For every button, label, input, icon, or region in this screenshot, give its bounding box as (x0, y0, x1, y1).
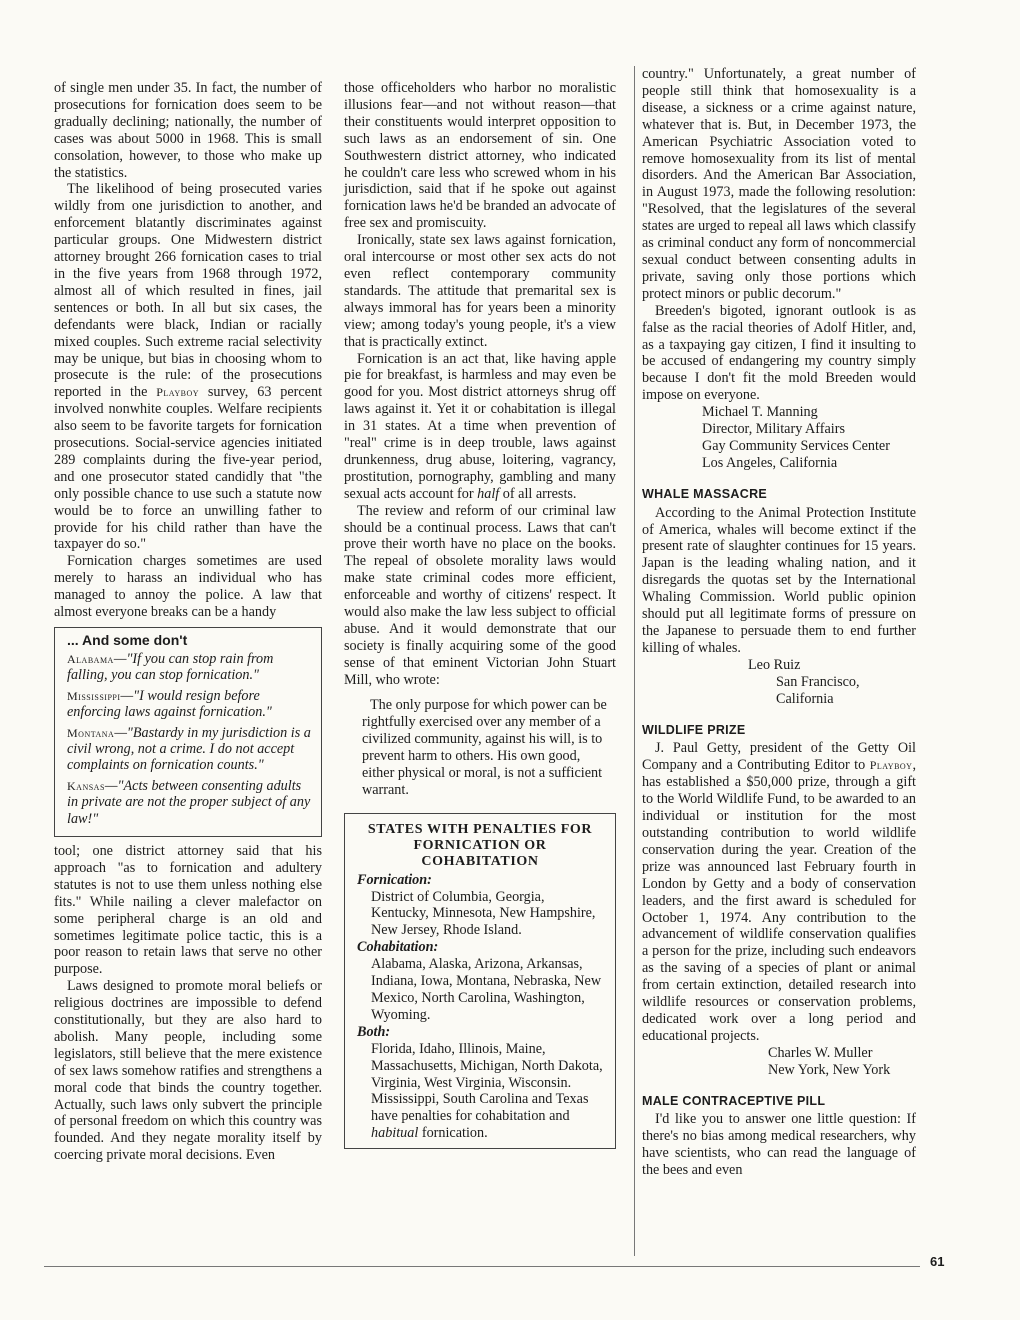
paragraph: country." Unfortunately, a great number of people still think that homosexuality is a disease, a sickness or a crime against nature, whatever that is. But, in December 1973, the American Psychiatric Association voted to remove homosexuality from its list of mental disorders. And the American Bar Association, in August 1973, made the following resolution: "Resolved, that the legislatures of the several states are urged to repeal all laws which classify as criminal conduct any form of noncommercial sexual conduct between consenting adults in private, saving only those portions which protect minors or public decorum." (642, 66, 916, 302)
text-run: of all arrests. (502, 485, 577, 502)
quote-text: —"Acts between consenting adults in private are not the proper subject of any law!" (67, 777, 311, 827)
list-subheading: Cohabitation: (357, 939, 439, 956)
text-run: fornication. (421, 1125, 488, 1142)
text-run: Fornication is an act that, like having apple pie for breakfast, is harmless and may even be good for you. Most district attorneys shrug off laws against it. Yet it or cohabitation is illegal in 31 states. At a time when prevention of "real" crime is in deep trouble, laws against drunkenness, drug abuse, loitering, vagrancy, prostitution, pornography, gambling and many sexual acts account for (344, 350, 616, 502)
signature-line: Los Angeles, California (702, 454, 838, 471)
text-run: , has established a $50,000 prize, through a gift to the World Wildlife Fund, to be awarded to an individual or institution for the most outstanding contribution to world wildlife conservation during the year. Creation of the prize was announced last February fourth in London by Getty and a body of conservation leaders, and the first award is scheduled for October 1, 1974. Any contribution to the advancement of wildlife conservation qualifies a person for the prize, including such endeavors as the saving of a species of plant or animal from certain extinction, detailed research into wildlife resources or conservation problems, dedicated work over a long period and educational projects. (642, 757, 917, 1044)
sidebar-quote (67, 651, 313, 684)
state-name: Kansas (67, 778, 105, 793)
article-column-1 (54, 80, 322, 1164)
paragraph: those officeholders who harbor no moralistic illusions fear—and not without reason—that their constituents would interpret opposition to such laws as an endorsement of sin. One Southwestern district attorney, who indicated he couldn't care less who screwed whom in his jurisdiction, said that if he spoke out against fornication laws he'd be branded an advocate of free sex and promiscuity. (344, 80, 616, 232)
paragraph: Fornication charges sometimes are used merely to harass an individual who has managed to annoy the police. A law that almost everyone breaks can be a handy (54, 553, 322, 621)
list-subheading: Both: (357, 1023, 391, 1040)
paragraph (344, 351, 616, 503)
paragraph: Ironically, state sex laws against fornication, oral intercourse or most other sex acts do not even reflect contemporary community standards. The attitude that premarital sex is always immoral has for years been a minority view; among today's young people, it's a view that is practically extinct. (344, 232, 616, 350)
quote-text: —"If you can stop rain from falling, you can stop fornication." (67, 650, 274, 684)
letters-column (642, 66, 916, 1179)
text-run: The likelihood of being prosecuted varies wildly from one jurisdiction to another, and enforcement blatantly discriminates against particular groups. One Midwestern district attorney brought 266 fornication cases to trial in the five years from 1968 through 1972, almost all of which resulted in fines, jail sentences or both. In all but six cases, the defendants were black, Indian or racially mixed couples. Such extreme racial selectivity may be unique, but bias in choosing whom to prosecute is the rule: of the prosecutions reported in the (54, 181, 322, 401)
signature-place: New York, New York (768, 1061, 891, 1078)
playboy-name: Playboy (869, 758, 913, 773)
playboy-name: Playboy (156, 385, 200, 400)
text-run: Florida, Idaho, Illinois, Maine, Massachusetts, Michigan, North Dakota, Virginia, West Virginia, Wisconsin. Mississippi, South Carolina and Texas have penalties for cohabitation and (371, 1040, 603, 1125)
section-heading-whale-massacre: WHALE MASSACRE (642, 486, 768, 501)
quote-text: —"Bastardy in my jurisdiction is a civil wrong, not a crime. I do not accept complaints on fornication counts." (67, 724, 311, 774)
paragraph: I'd like you to answer one little question: If there's no bias among medical researchers, why have scientists, who can read the language of the bees and even (642, 1111, 916, 1179)
block-quote-mill (362, 697, 616, 799)
signature-line: Gay Community Services Center (702, 437, 890, 454)
quote-text: —"I would resign before enforcing laws against fornication." (67, 687, 272, 721)
page-number: 61 (930, 1254, 945, 1269)
state-list (371, 1041, 603, 1142)
state-name: Montana (67, 725, 115, 740)
sidebar-quote (67, 688, 313, 721)
state-list: Alabama, Alaska, Arizona, Arkansas, Indiana, Iowa, Montana, Nebraska, New Mexico, North Carolina, Washington, Wyoming. (371, 956, 602, 1023)
signature-name: Charles W. Muller (768, 1044, 873, 1061)
paragraph: The review and reform of our criminal law should be a continual process. Laws that can't prove their worth have no place on the books. The repeal of obsolete morality laws would make state criminal codes more efficient, enforceable and worthy of citizens' respect. It would also make the law less subject to official abuse. And it would demonstrate that our society is finally acquiring some of the good sense of that eminent Victorian John Stuart Mill, who wrote: (344, 502, 616, 688)
sidebar-quote (67, 725, 313, 774)
quote-paragraph: The only purpose for which power can be rightfully exercised over any member of a civilized community, against his will, is to prevent harm to others. His own good, either physical or moral, is not a sufficient warrant. (362, 696, 607, 798)
paragraph: Laws designed to promote moral beliefs or religious doctrines are impossible to defend constitutionally, but they are also hard to abolish. Many people, including some legislators, still believe that the mere existence of sex laws somehow ratifies and strengthens a moral code that binds the country together. Actually, such laws only subvert the principle of personal freedom on which this country was founded. And they negate morality itself by coercing private moral decisions. Even (54, 978, 322, 1164)
state-name: Alabama (67, 651, 114, 666)
signature-line: Director, Military Affairs (702, 421, 845, 438)
paragraph: of single men under 35. In fact, the number of prosecutions for fornication does seem to be gradually declining; nationally, the number of cases was about 5000 in 1968. This is small consolation, however, to those who make up the statistics. (54, 80, 322, 181)
paragraph (54, 181, 322, 553)
paragraph (642, 740, 916, 1044)
sidebar-title: STATES WITH PENALTIES FOR FORNICATION OR COHABITATION (367, 821, 593, 869)
article-column-2 (344, 80, 616, 1149)
state-name: Mississippi (67, 688, 121, 703)
section-heading-wildlife-prize: WILDLIFE PRIZE (642, 722, 746, 737)
state-list: District of Columbia, Georgia, Kentucky, Minnesota, New Hampshire, New Jersey, Rhode Island. (371, 888, 596, 939)
paragraph: tool; one district attorney said that his approach "as to fornication and adultery statutes is not to use them unless nothing else fits." While nailing a clever malefactor on some peripheral charge is an old and sometimes legitimate police tactic, this is a poor reason to retain laws that serve no other purpose. (54, 842, 322, 978)
text-run: J. Paul Getty, president of the Getty Oil Company and a Contributing Editor to (642, 740, 916, 774)
section-heading-male-contraceptive-pill: MALE CONTRACEPTIVE PILL (642, 1093, 826, 1108)
signature-line: Michael T. Manning (702, 404, 818, 421)
signature-place: San Francisco, California (776, 673, 860, 707)
sidebar-quote (67, 778, 313, 827)
sidebar-and-some-dont (54, 627, 322, 837)
sidebar-states-with-penalties (344, 813, 616, 1150)
sidebar-title: ... And some don't (67, 632, 188, 648)
text-run: survey, 63 percent involved nonwhite couples. Welfare recipients also seem to be favorite targets for fornication prosecutions. Social-service agencies initiated 289 complaints during the five-year period, and one prosecutor stated candidly that "the only possible chance to use such a statute now would be to force an unwilling father to provide for his child rather than have the taxpayer do so." (54, 384, 323, 553)
paragraph: According to the Animal Protection Institute of America, whales will become extinct if the present rate of slaughter continues for 15 years. Japan is the leading whaling nation, and it disregards the quotas set by the International Whaling Commission. World public opinion should put all legitimate forms of pressure on the Japanese to persuade them to end further killing of whales. (642, 504, 916, 656)
list-subheading: Fornication: (357, 871, 432, 888)
signature-name: Leo Ruiz (748, 656, 801, 673)
emphasis: half (477, 485, 500, 502)
column-divider-line (634, 66, 635, 1256)
paragraph: Breeden's bigoted, ignorant outlook is as false as the racial theories of Adolf Hitler, and, as a taxpaying gay citizen, I find it insulting to be accused of endangering my country simply because I don't fit the mold Breeden would impose on everyone. (642, 302, 916, 404)
emphasis: habitual (371, 1125, 419, 1142)
page-bottom-rule (44, 1266, 920, 1267)
